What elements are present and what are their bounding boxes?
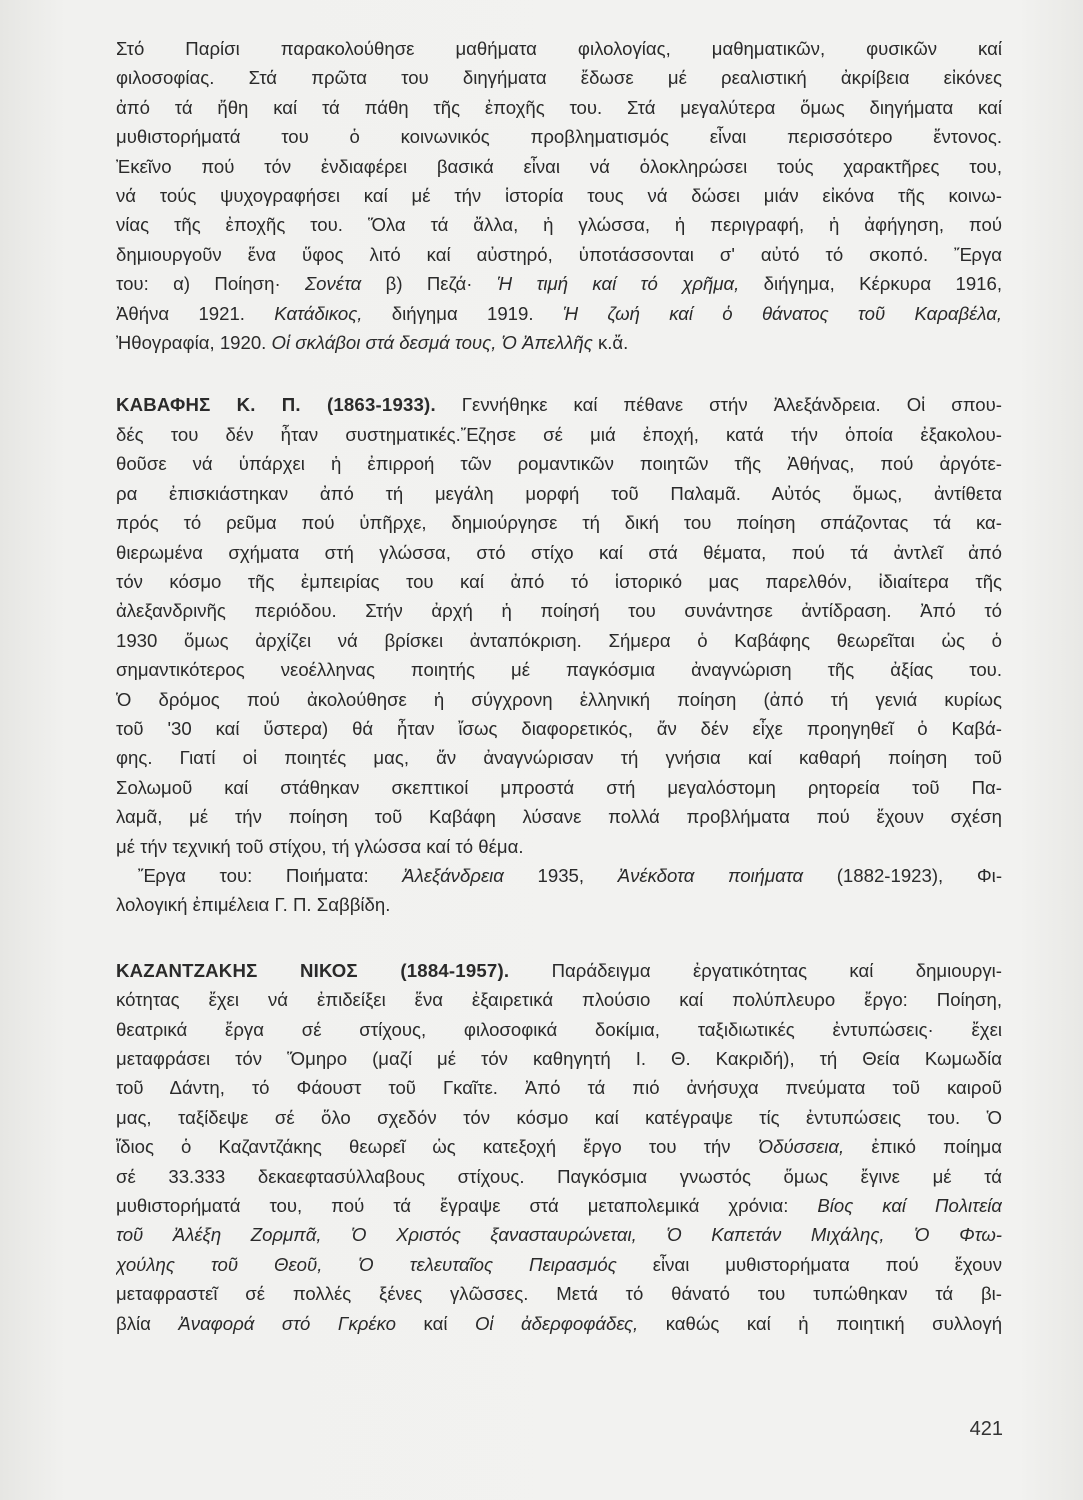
text-line: Ἐκεῖνο πού τόν ἐνδιαφέρει βασικά εἶναι νά ὁλοκληρώσει τούς χαρακτῆρες του,	[116, 155, 1002, 177]
entry-kazantzakis	[116, 956, 1002, 1338]
works-text: κ.ἄ.	[597, 332, 629, 354]
work-title: Ὀδύσσεια,	[757, 1136, 845, 1158]
works-text: Ἀθήνα 1921.	[116, 302, 245, 324]
text-line: δημιουργοῦν ἕνα ὕφος λιτό καί αὐστηρό, ὑποτάσσονται σ' αὐτό τό σκοπό. Ἔργα	[116, 243, 1002, 265]
text-line: σημαντικότερος νεοέλληνας ποιητής μέ παγκόσμια ἀναγνώριση τῆς ἀξίας του.	[116, 659, 1002, 681]
text-line: μεταφραστεῖ σέ πολλές ξένες γλῶσσες. Μετά τό θάνατό του τυπώθηκαν τά βι-	[116, 1283, 1002, 1305]
entry-text: Γεννήθηκε καί πέθανε στήν Ἀλεξάνδρεια. Οἱ σπου-	[461, 394, 1002, 416]
works-line	[116, 861, 1002, 890]
entry-heading: ΚΑΒΑΦΗΣ Κ. Π. (1863-1933).	[116, 394, 436, 416]
entry-text: ἐπικό ποίημα	[871, 1136, 1002, 1158]
entry-text: εἶναι μυθιστορήματα πού ἔχουν	[652, 1253, 1002, 1275]
works-line	[116, 1220, 1002, 1249]
text-line: τοῦ '30 καί ὕστερα) θά ἦταν ἴσως διαφορετικός, ἄν δέν εἶχε προηγηθεῖ ὁ Καβά-	[116, 717, 1002, 739]
works-text: διήγημα 1919.	[391, 302, 534, 324]
text-line: ἀλεξανδρινῆς περιόδου. Στήν ἀρχή ἡ ποίησή του συνάντησε ἀντίδραση. Ἀπό τό	[116, 600, 1002, 622]
works-text: Ἠθογραφία, 1920.	[116, 332, 267, 354]
works-line	[116, 269, 1002, 298]
text-line: θοῦσε νά ὑπάρχει ἡ ἐπιρροή τῶν ρομαντικῶν ποιητῶν τῆς Ἀθήνας, πού ἀργότε-	[116, 453, 1002, 475]
text-line: φης. Γιατί οἱ ποιητές μας, ἄν ἀναγνώρισαν τή γνήσια καί καθαρή ποίηση τοῦ	[116, 747, 1002, 769]
entry-cavafy	[116, 390, 1002, 919]
text-line: μεταφράσει τόν Ὅμηρο (μαζί μέ τόν καθηγητή Ι. Θ. Κακριδή), τή Θεία Κωμωδία	[116, 1048, 1002, 1069]
work-title: χούλης τοῦ Θεοῦ, Ὁ τελευταῖος Πειρασμός	[116, 1253, 617, 1275]
work-title: Σονέτα	[305, 273, 362, 295]
text-line: ἀπό τά ἤθη καί τά πάθη τῆς ἐποχῆς του. Στά μεγαλύτερα ὅμως διηγήματα καί	[116, 96, 1002, 118]
works-text: β) Πεζά·	[385, 273, 473, 295]
work-title: Βίος καί Πολιτεία	[817, 1195, 1002, 1217]
text-line: μας, ταξίδεψε σέ ὅλο σχεδόν τόν κόσμο καί κατέγραψε τίς ἐντυπώσεις του. Ὁ	[116, 1106, 1002, 1128]
work-title: Ἀλεξάνδρεια	[402, 864, 504, 886]
work-title: Ἡ ζωή καί ὁ θάνατος τοῦ Καραβέλα,	[562, 302, 1002, 324]
entry-text: καθώς καί ἡ ποιητική συλλογή	[665, 1312, 1002, 1334]
entry-text: Παράδειγμα ἐργατικότητας καί δημιουργι-	[551, 959, 1002, 981]
entry-text: βλία	[116, 1312, 151, 1334]
works-line	[116, 1250, 1002, 1279]
text-line: ρα ἐπισκιάστηκαν ἀπό τή μεγάλη μορφή τοῦ Παλαμᾶ. Αὐτός ὅμως, ἀντίθετα	[116, 482, 1002, 504]
work-title: Οἱ ἀδερφοφάδες,	[474, 1312, 639, 1334]
text-line: κότητας ἔχει νά ἐπιδείξει ἕνα ἐξαιρετικά πλούσιο καί πολύπλευρο ἔργο: Ποίηση,	[116, 989, 1002, 1011]
text-line: σέ 33.333 δεκαεφτασύλλαβους στίχους. Παγκόσμια γνωστός ὅμως ἔγινε μέ τά	[116, 1165, 1002, 1187]
work-title: Κατάδικος,	[274, 302, 363, 324]
works-text: του: α) Ποίηση·	[116, 273, 281, 295]
works-text: Ἔργα του: Ποιήματα:	[138, 864, 369, 886]
text-line: Ὁ δρόμος πού ἀκολούθησε ἡ σύγχρονη ἑλληνική ποίηση (ἀπό τή γενιά κυρίως	[116, 688, 1002, 710]
text-line: Στό Παρίσι παρακολούθησε μαθήματα φιλολογίας, μαθηματικῶν, φυσικῶν καί	[116, 38, 1002, 59]
text-line: νά τούς ψυχογραφήσει καί μέ τήν ἱστορία τους νά δώσει μιάν εἰκόνα τῆς κοινω-	[116, 185, 1002, 207]
works-text: διήγημα, Κέρκυρα 1916,	[763, 273, 1002, 295]
text-line: νίας τῆς ἐποχῆς του. Ὅλα τά ἄλλα, ἡ γλώσσα, ἡ περιγραφή, ἡ ἀφήγηση, πού	[116, 214, 1002, 236]
text-line: τοῦ Δάντη, τό Φάουστ τοῦ Γκαῖτε. Ἀπό τά πιό ἀνήσυχα πνεύματα τοῦ καιροῦ	[116, 1077, 1002, 1099]
works-line	[116, 1191, 1002, 1220]
entry-text: καί	[423, 1312, 448, 1334]
page-number: 421	[969, 1418, 1003, 1440]
intro-paragraph	[116, 34, 1002, 357]
entry-text: μυθιστορήματά του, πού τά ἔγραψε στά μεταπολεμικά χρόνια:	[116, 1195, 789, 1217]
text-line: θεατρικά ἔργα σέ στίχους, φιλοσοφικά δοκίμια, ταξιδιωτικές ἐντυπώσεις· ἔχει	[116, 1018, 1002, 1040]
entry-first-line	[116, 390, 1002, 419]
work-title: Ἀνέκδοτα ποιήματα	[617, 864, 804, 886]
work-title: Οἱ σκλάβοι στά δεσμά τους, Ὁ Ἀπελλῆς	[271, 332, 593, 354]
text-line: τόν κόσμο τῆς ἐμπειρίας του καί ἀπό τό ἱστορικό μας παρελθόν, ἰδιαίτερα τῆς	[116, 570, 1002, 592]
entry-heading: ΚΑΖΑΝΤΖΑΚΗΣ ΝΙΚΟΣ (1884-1957).	[116, 959, 510, 981]
text-line: φιλοσοφίας. Στά πρῶτα του διηγήματα ἔδωσε μέ ρεαλιστική ἀκρίβεια εἰκόνες	[116, 67, 1002, 89]
text-column	[116, 34, 1002, 1338]
works-line: λολογική ἐπιμέλεια Γ. Π. Σαββίδη.	[116, 894, 391, 916]
text-line: θιερωμένα σχήματα στή γλώσσα, στό στίχο καί στά θέματα, πού τά ἀντλεῖ ἀπό	[116, 541, 1002, 563]
works-line	[116, 299, 1002, 328]
works-text: 1935,	[537, 864, 585, 886]
text-line: μυθιστορήματά του ὁ κοινωνικός προβληματισμός εἶναι περισσότερο ἔντονος.	[116, 126, 1002, 148]
work-title: Ἡ τιμή καί τό χρῆμα,	[496, 273, 740, 295]
text-line: Σολωμοῦ καί στάθηκαν σκεπτικοί μπροστά στή μεγαλόστομη ρητορεία τοῦ Πα-	[116, 776, 1002, 798]
text-line: λαμᾶ, μέ τήν ποίηση τοῦ Καβάφη λύσανε πολλά προβλήματα πού ἔχουν σχέση	[116, 806, 1002, 828]
text-line: μέ τήν τεχνική τοῦ στίχου, τή γλώσσα καί τό θέμα.	[116, 835, 524, 857]
text-line: πρός τό ρεῦμα πού ὑπῆρχε, δημιούργησε τή δική του ποίηση σπάζοντας τά κα-	[116, 512, 1002, 534]
works-text: (1882-1923), Φι-	[836, 864, 1002, 886]
work-title: τοῦ Ἀλέξη Ζορμπᾶ, Ὁ Χριστός ξανασταυρώνεται, Ὁ Καπετάν Μιχάλης, Ὁ Φτω-	[116, 1224, 1002, 1246]
works-line	[116, 1309, 1002, 1338]
work-title: Ἀναφορά στό Γκρέκο	[178, 1312, 397, 1334]
entry-first-line	[116, 956, 1002, 985]
text-line: 1930 ὅμως ἀρχίζει νά βρίσκει ἀνταπόκριση. Σήμερα ὁ Καβάφης θεωρεῖται ὡς ὁ	[116, 629, 1002, 651]
text-line: δές του δέν ἦταν συστηματικές.Ἔζησε σέ μιά ἐποχή, κατά τήν ὁποία ἐξακολου-	[116, 423, 1002, 445]
works-line	[116, 328, 1002, 357]
entry-text: ἴδιος ὁ Καζαντζάκης θεωρεῖ ὡς κατεξοχή ἔργο του τήν	[116, 1136, 731, 1158]
text-line	[116, 1132, 1002, 1161]
